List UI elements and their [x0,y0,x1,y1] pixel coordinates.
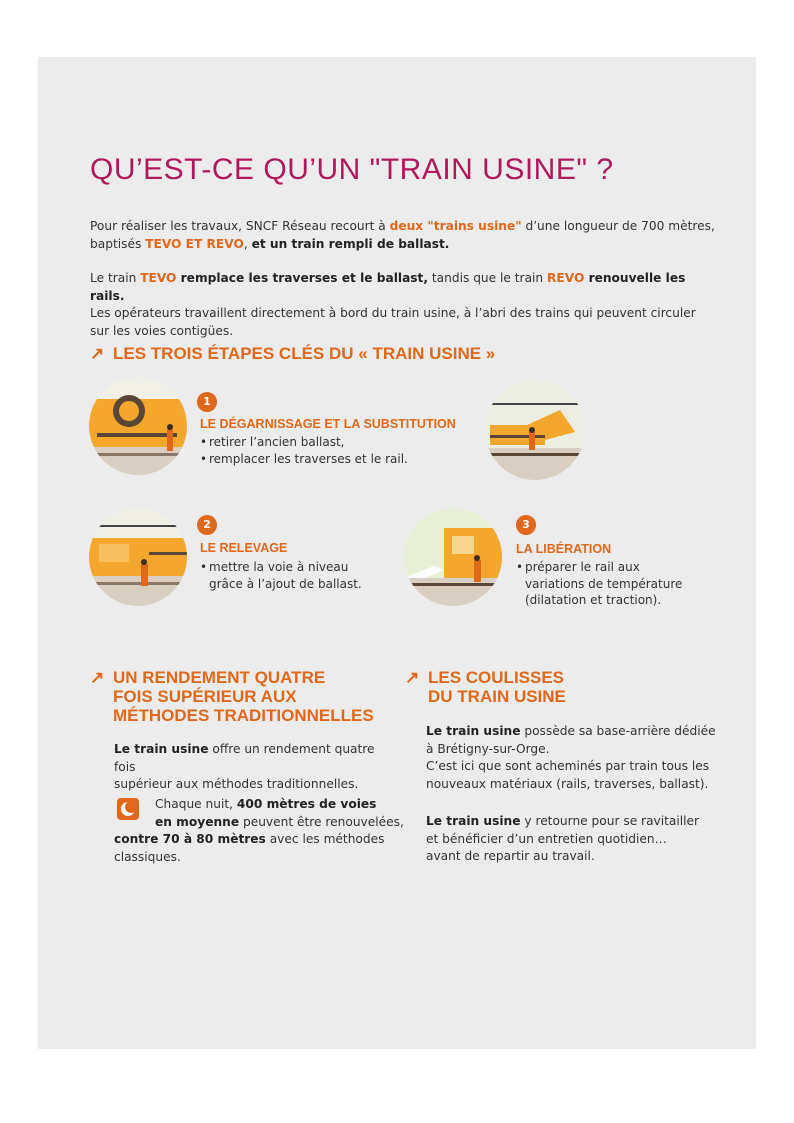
body-text: avant de repartir au travail. [426,849,595,863]
stage-1-bullets [200,434,408,467]
intro-bold: renouvelle les rails. [90,271,686,303]
intro-highlight: REVO [547,271,585,285]
page-title: QU’EST-CE QU’UN "TRAIN USINE" ? [90,153,614,186]
body-text: C’est ici que sont acheminés par train tous les [426,759,710,773]
intro-text: Pour réaliser les travaux, SNCF Réseau recourt à [90,219,390,233]
heading-line: UN RENDEMENT QUATRE [113,668,326,687]
arrow-icon: ↗ [90,668,105,687]
body-text: nouveaux matériaux (rails, traverses, ballast). [426,776,709,791]
intro-text: baptisés [90,236,146,251]
list-item-continuation [516,592,682,609]
intro-text: sur les voies contigües. [90,323,234,338]
body-text: supérieur aux méthodes traditionnelles. [114,777,359,791]
stage-1-badge: 1 [197,392,217,412]
intro-highlight: deux "trains usine" [389,219,522,233]
stage-3-title: LA LIBÉRATION [516,542,612,556]
body-text: offre un rendement quatre fois [114,742,375,774]
list-item-continuation [200,576,362,593]
crane-train-icon [485,380,585,480]
arrow-icon: ↗ [90,344,105,363]
stage-2-title: LE RELEVAGE [200,541,288,555]
body-text: possède sa base-arrière dédiée [520,724,716,738]
intro-text: Les opérateurs travaillent directement à bord du train usine, à l’abri des trains qui peuvent circuler [90,306,696,320]
body-text: et bénéficier d’un entretien quotidien… [426,831,667,846]
intro-highlight: TEVO ET REVO [145,236,244,251]
performance-heading [90,668,374,725]
body-text: y retourne pour se ravitailler [520,814,700,828]
leveling-train-icon [89,508,187,606]
steps-heading [90,344,495,363]
intro-paragraph-1 [90,218,720,253]
intro-highlight: TEVO [140,271,177,285]
list-item: • préparer le rail aux [516,559,682,576]
stage-2-bullets [200,559,362,592]
body-text: Chaque nuit, [155,797,237,811]
steps-heading-text: LES TROIS ÉTAPES CLÉS DU « TRAIN USINE » [113,344,496,363]
heading-line: MÉTHODES TRADITIONNELLES [113,706,374,725]
bold-text: Le train usine [114,742,209,756]
stage-3-badge: 3 [516,515,536,535]
list-item-continuation [516,576,682,593]
body-text: avec les méthodes [265,832,385,846]
stage-3-illustration [404,508,502,606]
stage-1-title: LE DÉGARNISSAGE ET LA SUBSTITUTION [200,417,456,431]
nightly-paragraph [114,796,404,866]
heading-line: DU TRAIN USINE [428,687,566,706]
list-item: • retirer l’ancien ballast, [200,434,408,451]
base-paragraph [426,723,726,793]
bold-text: 400 mètres de voies [236,797,377,811]
stage-1-illustration [89,377,187,475]
intro-text: tandis que le train [428,271,548,285]
performance-paragraph [114,741,394,794]
stage-2-badge: 2 [197,515,217,535]
bold-text: en moyenne [155,814,240,829]
behind-the-scenes-heading [405,668,566,706]
bold-text: contre 70 à 80 mètres [114,832,266,846]
intro-text: Le train [90,271,141,285]
stage-3-bullets [516,559,682,609]
list-item-text: grâce à l’ajout de ballast. [209,576,362,591]
intro-text: , [243,236,252,251]
intro-paragraph-2 [90,270,720,340]
list-item-text: (dilatation et traction). [525,593,662,607]
body-text: à Brétigny-sur-Orge. [426,741,550,756]
list-item: • remplacer les traverses et le rail. [200,451,408,468]
heading-line: FOIS SUPÉRIEUR AUX [113,687,297,706]
return-paragraph [426,813,726,866]
bold-text: Le train usine [426,814,521,828]
heading-line: LES COULISSES [428,668,565,687]
intro-bold: remplace les traverses et le ballast, [176,271,428,285]
intro-text: d’une longueur de 700 mètres, [521,219,715,233]
stage-1-secondary-illustration [485,380,585,480]
ballast-machine-icon [89,377,187,475]
body-text: peuvent être renouvelées, [239,814,404,829]
list-item-text: variations de température [525,576,683,591]
intro-bold: et un train rempli de ballast. [251,236,450,251]
release-machine-icon [404,508,502,606]
body-text: classiques. [114,849,181,864]
list-item: • mettre la voie à niveau [200,559,362,576]
stage-2-illustration [89,508,187,606]
arrow-icon: ↗ [405,668,420,687]
bold-text: Le train usine [426,724,521,738]
